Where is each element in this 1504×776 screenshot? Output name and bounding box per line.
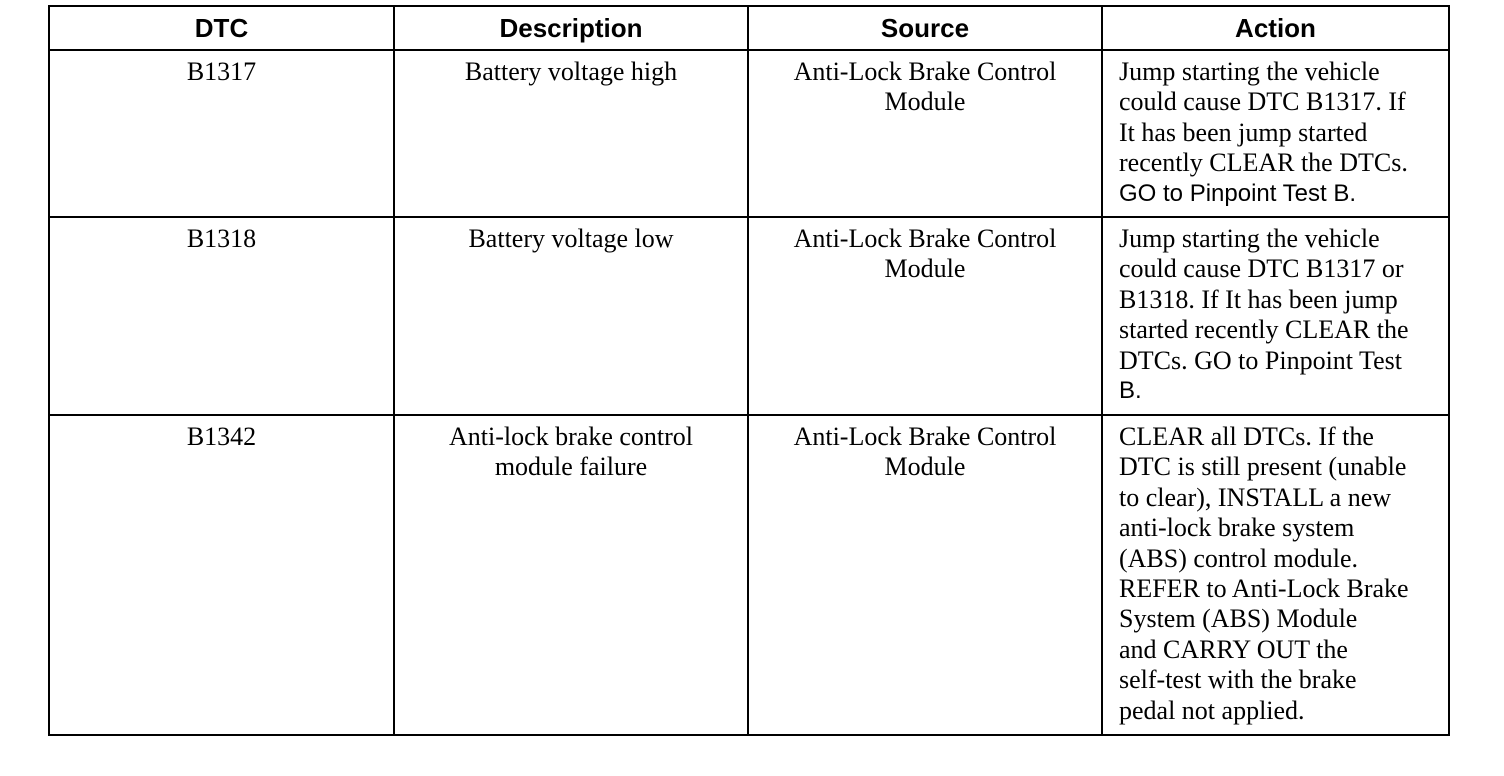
action-line: System (ABS) Module: [1119, 604, 1358, 634]
table-row: [49, 217, 1449, 415]
description-cell: [394, 50, 748, 217]
source-cell: [748, 50, 1102, 217]
action-line: could cause DTC B1317. If: [1119, 87, 1406, 117]
source-line: Anti-Lock Brake Control: [793, 224, 1057, 253]
dtc-code: B1318: [186, 224, 257, 253]
dtc-code-cell: [49, 415, 394, 735]
action-line: and CARRY OUT the: [1119, 634, 1348, 664]
source-line: Module: [884, 254, 966, 284]
action-line: to clear), INSTALL a new: [1119, 482, 1392, 512]
source-cell: [748, 217, 1102, 415]
description-cell: [394, 217, 748, 415]
dtc-code-cell: [49, 50, 394, 217]
description-line: Battery voltage low: [468, 224, 674, 253]
table-row: [49, 415, 1449, 735]
source-line: Module: [884, 87, 966, 117]
action-line: GO to Pinpoint Test B.: [1119, 179, 1357, 207]
header-description: Description: [394, 6, 748, 50]
action-line: started recently CLEAR the: [1119, 315, 1409, 345]
action-cell: [1102, 415, 1449, 735]
header-source: Source: [748, 6, 1102, 50]
source-cell: [748, 415, 1102, 735]
action-line: CLEAR all DTCs. If the: [1119, 422, 1374, 451]
action-line: B.: [1119, 377, 1142, 405]
dtc-table: [48, 5, 1450, 736]
action-line: B1318. If It has been jump: [1119, 284, 1398, 314]
description-line: Battery voltage high: [464, 57, 678, 86]
action-line: DTCs. GO to Pinpoint Test: [1119, 345, 1403, 375]
source-line: Anti-Lock Brake Control: [793, 422, 1057, 451]
action-line: recently CLEAR the DTCs.: [1119, 148, 1408, 178]
action-line: Jump starting the vehicle: [1119, 57, 1380, 86]
header-action: Action: [1102, 6, 1449, 50]
table-row: [49, 50, 1449, 217]
action-cell: [1102, 217, 1449, 415]
action-line: REFER to Anti-Lock Brake: [1119, 574, 1409, 604]
action-line: anti-lock brake system: [1119, 513, 1355, 543]
action-line: could cause DTC B1317 or: [1119, 254, 1404, 284]
table-header-row: [49, 6, 1449, 50]
source-line: Module: [884, 452, 966, 482]
description-cell: [394, 415, 748, 735]
header-dtc: DTC: [49, 6, 394, 50]
action-line: pedal not applied.: [1119, 695, 1305, 725]
action-line: Jump starting the vehicle: [1119, 224, 1380, 253]
description-line: module failure: [494, 452, 648, 482]
dtc-code: B1342: [186, 422, 257, 451]
dtc-code-cell: [49, 217, 394, 415]
source-line: Anti-Lock Brake Control: [793, 57, 1057, 86]
action-line: self-test with the brake: [1119, 665, 1357, 695]
action-line: DTC is still present (unable: [1119, 452, 1407, 482]
action-line: (ABS) control module.: [1119, 543, 1359, 573]
action-cell: [1102, 50, 1449, 217]
description-line: Anti-lock brake control: [448, 422, 694, 451]
action-line: It has been jump started: [1119, 117, 1368, 147]
dtc-code: B1317: [186, 57, 257, 86]
